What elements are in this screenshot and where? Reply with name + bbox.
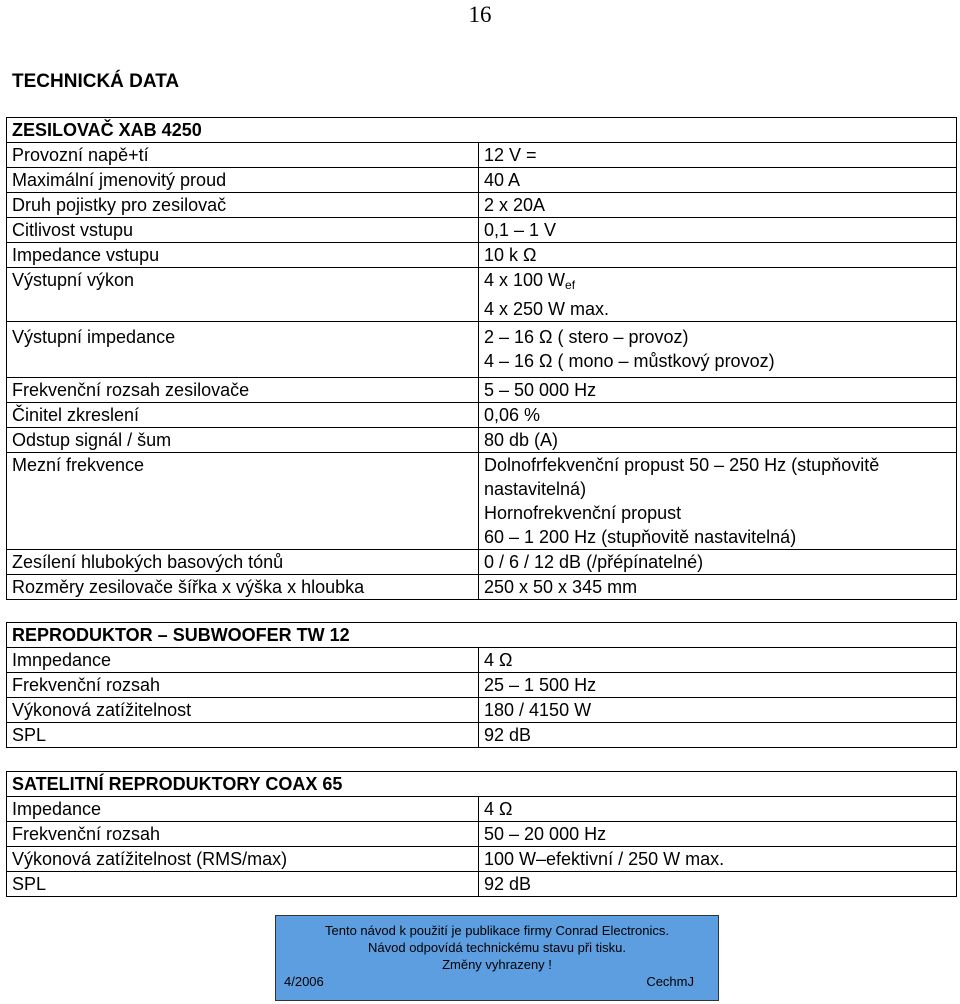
spec-value: 0,06 %	[479, 403, 957, 428]
spec-value-line: Hornofrekvenční propust	[484, 503, 682, 523]
spec-value	[479, 322, 957, 378]
table-row	[7, 243, 957, 268]
spec-label: Frekvenční rozsah zesilovače	[7, 378, 479, 403]
page-number: 16	[468, 2, 492, 27]
spec-value	[479, 268, 957, 322]
spec-value-line: 2 – 16 Ω ( stero – provoz)	[484, 327, 689, 347]
satellite-spec-table	[6, 771, 957, 897]
spec-value: 92 dB	[479, 872, 957, 897]
spec-value: 250 x 50 x 345 mm	[479, 575, 957, 600]
spec-value-line: 4 x 100 $W_{ef}$	[484, 270, 576, 292]
spec-value: 100 W–efektivní / 250 W max.	[479, 847, 957, 872]
spec-label: Výstupní výkon	[7, 268, 479, 322]
table-row	[7, 673, 957, 698]
table-row	[7, 428, 957, 453]
footer-notice	[275, 915, 719, 1001]
table-row	[7, 268, 957, 322]
satellite-table-title: SATELITNÍ REPRODUKTORY COAX 65	[7, 772, 957, 797]
spec-value-line: 60 – 1 200 Hz (stupňovitě nastavitelná)	[484, 527, 797, 547]
spec-label: Frekvenční rozsah	[7, 822, 479, 847]
footer-line: Změny vyhrazeny !	[442, 957, 552, 972]
table-row	[7, 550, 957, 575]
table-row	[7, 218, 957, 243]
table-row	[7, 847, 957, 872]
footer-author: CechmJ	[646, 974, 694, 989]
footer-date: 4/2006	[284, 974, 324, 989]
table-row	[7, 797, 957, 822]
section-heading: TECHNICKÁ DATA	[12, 71, 180, 92]
spec-value: 25 – 1 500 Hz	[479, 673, 957, 698]
spec-label: Zesílení hlubokých basových tónů	[7, 550, 479, 575]
subwoofer-spec-table	[6, 622, 957, 748]
spec-label: Maximální jmenovitý proud	[7, 168, 479, 193]
spec-label: Impedance	[7, 797, 479, 822]
spec-value: 80 db (A)	[479, 428, 957, 453]
spec-value: 5 – 50 000 Hz	[479, 378, 957, 403]
spec-value: 50 – 20 000 Hz	[479, 822, 957, 847]
spec-value: 4 Ω	[479, 797, 957, 822]
spec-label: Provozní napě+tí	[7, 143, 479, 168]
spec-value-line: 4 x 250 W max.	[484, 299, 610, 319]
spec-label: Rozměry zesilovače šířka x výška x hloubka	[7, 575, 479, 600]
table-row	[7, 193, 957, 218]
spec-value: 0 / 6 / 12 dB (/přépínatelné)	[479, 550, 957, 575]
spec-value: 4 Ω	[479, 648, 957, 673]
subscript: ef	[565, 278, 576, 292]
spec-label: Výkonová zatížitelnost	[7, 698, 479, 723]
table-row	[7, 168, 957, 193]
table-row	[7, 322, 957, 378]
spec-value: 92 dB	[479, 723, 957, 748]
spec-label: Mezní frekvence	[7, 453, 479, 550]
spec-label: Výkonová zatížitelnost (RMS/max)	[7, 847, 479, 872]
table-row	[7, 822, 957, 847]
footer-line: Návod odpovídá technickému stavu při tisku.	[368, 940, 626, 955]
table-row	[7, 403, 957, 428]
table-row	[7, 698, 957, 723]
spec-value	[479, 453, 957, 550]
spec-value: 10 k Ω	[479, 243, 957, 268]
spec-value: 12 V =	[479, 143, 957, 168]
table-row	[7, 378, 957, 403]
spec-label: SPL	[7, 872, 479, 897]
table-row	[7, 723, 957, 748]
spec-label: Frekvenční rozsah	[7, 673, 479, 698]
spec-value: 180 / 4150 W	[479, 698, 957, 723]
spec-label: Citlivost vstupu	[7, 218, 479, 243]
table-row	[7, 453, 957, 550]
spec-label: Druh pojistky pro zesilovač	[7, 193, 479, 218]
amplifier-table-title: ZESILOVAČ XAB 4250	[7, 118, 957, 143]
spec-label: Impedance vstupu	[7, 243, 479, 268]
amplifier-spec-table	[6, 117, 957, 600]
table-row	[7, 872, 957, 897]
table-row	[7, 648, 957, 673]
spec-value: 40 A	[479, 168, 957, 193]
spec-label: Imnpedance	[7, 648, 479, 673]
spec-label: Výstupní impedance	[7, 322, 479, 378]
spec-label: Odstup signál / šum	[7, 428, 479, 453]
footer-line: Tento návod k použití je publikace firmy Conrad Electronics.	[325, 923, 669, 938]
spec-label: Činitel zkreslení	[7, 403, 479, 428]
spec-value: 2 x 20A	[479, 193, 957, 218]
subwoofer-table-title: REPRODUKTOR – SUBWOOFER TW 12	[7, 623, 957, 648]
table-row	[7, 575, 957, 600]
spec-label: SPL	[7, 723, 479, 748]
spec-value-line: 4 – 16 Ω ( mono – můstkový provoz)	[484, 351, 775, 371]
table-row	[7, 143, 957, 168]
spec-value: 0,1 – 1 V	[479, 218, 957, 243]
spec-value-line: Dolnofrfekvenční propust 50 – 250 Hz (stupňovitě nastavitelná)	[484, 455, 880, 499]
